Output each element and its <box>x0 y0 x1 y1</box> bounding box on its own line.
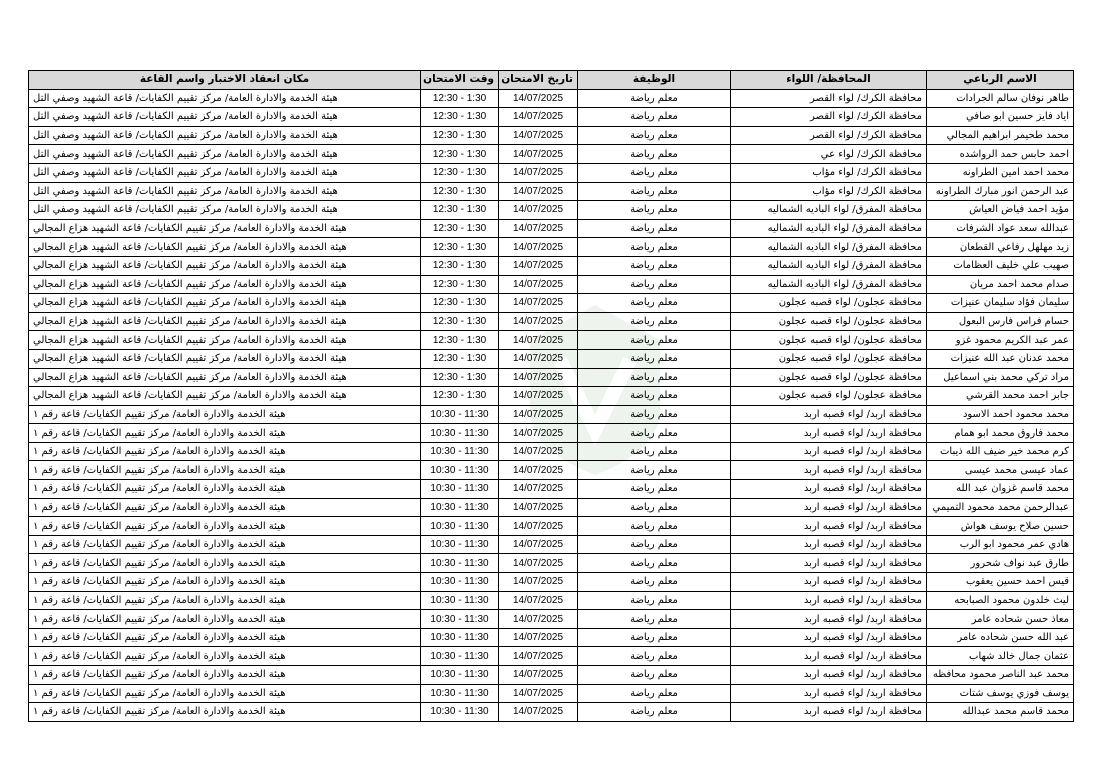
table-row <box>29 275 1074 294</box>
cell-place: هيئة الخدمة والادارة العامة/ مركز تقييم الكفايات/ قاعة الشهيد هزاع المجالي <box>29 294 421 313</box>
cell-name: اياد فايز حسين ابو صافي <box>927 108 1074 127</box>
cell-place: هيئة الخدمة والادارة العامة/ مركز تقييم الكفايات/ قاعة رقم ١ <box>29 535 421 554</box>
table-row <box>29 145 1074 164</box>
cell-time: 10:30 - 11:30 <box>421 480 499 499</box>
cell-governorate: محافظة المفرق/ لواء الباديه الشماليه <box>731 219 927 238</box>
cell-place: هيئة الخدمة والادارة العامة/ مركز تقييم الكفايات/ قاعة الشهيد هزاع المجالي <box>29 238 421 257</box>
cell-governorate: محافظة اربد/ لواء قصبه اربد <box>731 424 927 443</box>
cell-job: معلم رياضة <box>578 405 731 424</box>
table-row <box>29 163 1074 182</box>
cell-time: 12:30 - 1:30 <box>421 126 499 145</box>
cell-job: معلم رياضة <box>578 610 731 629</box>
cell-name: محمد فاروق محمد ابو همام <box>927 424 1074 443</box>
cell-time: 12:30 - 1:30 <box>421 163 499 182</box>
cell-place: هيئة الخدمة والادارة العامة/ مركز تقييم الكفايات/ قاعة رقم ١ <box>29 405 421 424</box>
table-row <box>29 126 1074 145</box>
cell-governorate: محافظة الكرك/ لواء القصر <box>731 126 927 145</box>
cell-date: 14/07/2025 <box>499 126 578 145</box>
cell-name: احمد حابس حمد الرواشده <box>927 145 1074 164</box>
cell-time: 12:30 - 1:30 <box>421 108 499 127</box>
table-row <box>29 368 1074 387</box>
cell-place: هيئة الخدمة والادارة العامة/ مركز تقييم الكفايات/ قاعة الشهيد وصفي التل <box>29 145 421 164</box>
cell-time: 10:30 - 11:30 <box>421 424 499 443</box>
cell-job: معلم رياضة <box>578 256 731 275</box>
cell-governorate: محافظة اربد/ لواء قصبه اربد <box>731 573 927 592</box>
cell-place: هيئة الخدمة والادارة العامة/ مركز تقييم الكفايات/ قاعة رقم ١ <box>29 684 421 703</box>
cell-governorate: محافظة اربد/ لواء قصبه اربد <box>731 554 927 573</box>
cell-time: 12:30 - 1:30 <box>421 294 499 313</box>
cell-date: 14/07/2025 <box>499 182 578 201</box>
cell-name: يوسف فوزي يوسف شتات <box>927 684 1074 703</box>
cell-place: هيئة الخدمة والادارة العامة/ مركز تقييم الكفايات/ قاعة الشهيد وصفي التل <box>29 89 421 108</box>
cell-governorate: محافظة المفرق/ لواء الباديه الشماليه <box>731 201 927 220</box>
cell-job: معلم رياضة <box>578 163 731 182</box>
cell-name: جابر احمد محمد القرشي <box>927 387 1074 406</box>
cell-date: 14/07/2025 <box>499 498 578 517</box>
cell-time: 12:30 - 1:30 <box>421 312 499 331</box>
cell-place: هيئة الخدمة والادارة العامة/ مركز تقييم الكفايات/ قاعة رقم ١ <box>29 554 421 573</box>
cell-job: معلم رياضة <box>578 628 731 647</box>
cell-date: 14/07/2025 <box>499 145 578 164</box>
cell-date: 14/07/2025 <box>499 368 578 387</box>
cell-governorate: محافظة عجلون/ لواء قصبه عجلون <box>731 387 927 406</box>
cell-date: 14/07/2025 <box>499 666 578 685</box>
table-row <box>29 219 1074 238</box>
cell-governorate: محافظة اربد/ لواء قصبه اربد <box>731 647 927 666</box>
cell-job: معلم رياضة <box>578 201 731 220</box>
table-row <box>29 89 1074 108</box>
cell-time: 12:30 - 1:30 <box>421 238 499 257</box>
cell-place: هيئة الخدمة والادارة العامة/ مركز تقييم الكفايات/ قاعة الشهيد وصفي التل <box>29 126 421 145</box>
cell-job: معلم رياضة <box>578 554 731 573</box>
cell-governorate: محافظة عجلون/ لواء قصبه عجلون <box>731 368 927 387</box>
cell-date: 14/07/2025 <box>499 405 578 424</box>
table-row <box>29 349 1074 368</box>
cell-job: معلم رياضة <box>578 182 731 201</box>
cell-name: حسين صلاح يوسف هواش <box>927 517 1074 536</box>
cell-name: عبد الرحمن انور مبارك الطراونه <box>927 182 1074 201</box>
cell-date: 14/07/2025 <box>499 628 578 647</box>
table-row <box>29 424 1074 443</box>
cell-time: 10:30 - 11:30 <box>421 405 499 424</box>
table-row <box>29 610 1074 629</box>
cell-place: هيئة الخدمة والادارة العامة/ مركز تقييم الكفايات/ قاعة رقم ١ <box>29 628 421 647</box>
cell-name: مؤيد احمد فياض العياش <box>927 201 1074 220</box>
cell-name: طارق عبد نواف شحرور <box>927 554 1074 573</box>
cell-place: هيئة الخدمة والادارة العامة/ مركز تقييم الكفايات/ قاعة الشهيد هزاع المجالي <box>29 312 421 331</box>
header-governorate: المحافظة/ اللواء <box>731 71 927 90</box>
cell-place: هيئة الخدمة والادارة العامة/ مركز تقييم الكفايات/ قاعة الشهيد هزاع المجالي <box>29 219 421 238</box>
cell-time: 12:30 - 1:30 <box>421 219 499 238</box>
cell-date: 14/07/2025 <box>499 647 578 666</box>
cell-date: 14/07/2025 <box>499 703 578 722</box>
cell-place: هيئة الخدمة والادارة العامة/ مركز تقييم الكفايات/ قاعة رقم ١ <box>29 517 421 536</box>
table-row <box>29 498 1074 517</box>
cell-governorate: محافظة عجلون/ لواء قصبه عجلون <box>731 331 927 350</box>
cell-place: هيئة الخدمة والادارة العامة/ مركز تقييم الكفايات/ قاعة رقم ١ <box>29 442 421 461</box>
table-row <box>29 517 1074 536</box>
cell-place: هيئة الخدمة والادارة العامة/ مركز تقييم الكفايات/ قاعة الشهيد وصفي التل <box>29 201 421 220</box>
cell-name: عماد عيسى محمد عيسى <box>927 461 1074 480</box>
cell-place: هيئة الخدمة والادارة العامة/ مركز تقييم الكفايات/ قاعة الشهيد هزاع المجالي <box>29 387 421 406</box>
cell-job: معلم رياضة <box>578 647 731 666</box>
cell-job: معلم رياضة <box>578 517 731 536</box>
cell-governorate: محافظة المفرق/ لواء الباديه الشماليه <box>731 275 927 294</box>
cell-governorate: محافظة الكرك/ لواء مؤاب <box>731 163 927 182</box>
cell-time: 10:30 - 11:30 <box>421 517 499 536</box>
cell-place: هيئة الخدمة والادارة العامة/ مركز تقييم الكفايات/ قاعة الشهيد هزاع المجالي <box>29 331 421 350</box>
cell-date: 14/07/2025 <box>499 294 578 313</box>
cell-governorate: محافظة عجلون/ لواء قصبه عجلون <box>731 294 927 313</box>
cell-name: عمر عبد الكريم محمود غزو <box>927 331 1074 350</box>
cell-governorate: محافظة عجلون/ لواء قصبه عجلون <box>731 312 927 331</box>
cell-governorate: محافظة عجلون/ لواء قصبه عجلون <box>731 349 927 368</box>
cell-time: 10:30 - 11:30 <box>421 461 499 480</box>
cell-date: 14/07/2025 <box>499 349 578 368</box>
cell-job: معلم رياضة <box>578 126 731 145</box>
cell-governorate: محافظة المفرق/ لواء الباديه الشماليه <box>731 256 927 275</box>
cell-place: هيئة الخدمة والادارة العامة/ مركز تقييم الكفايات/ قاعة رقم ١ <box>29 610 421 629</box>
cell-place: هيئة الخدمة والادارة العامة/ مركز تقييم الكفايات/ قاعة رقم ١ <box>29 666 421 685</box>
table-body <box>29 89 1074 721</box>
cell-name: قيس احمد حسين يعقوب <box>927 573 1074 592</box>
cell-name: محمد طحيمر ابراهيم المجالي <box>927 126 1074 145</box>
cell-job: معلم رياضة <box>578 145 731 164</box>
cell-date: 14/07/2025 <box>499 442 578 461</box>
cell-name: محمد محمود احمد الاسود <box>927 405 1074 424</box>
cell-place: هيئة الخدمة والادارة العامة/ مركز تقييم الكفايات/ قاعة رقم ١ <box>29 424 421 443</box>
cell-date: 14/07/2025 <box>499 591 578 610</box>
cell-name: سليمان فؤاد سليمان عنيزات <box>927 294 1074 313</box>
cell-governorate: محافظة اربد/ لواء قصبه اربد <box>731 610 927 629</box>
header-name: الاسم الرباعي <box>927 71 1074 90</box>
cell-place: هيئة الخدمة والادارة العامة/ مركز تقييم الكفايات/ قاعة رقم ١ <box>29 591 421 610</box>
cell-time: 10:30 - 11:30 <box>421 442 499 461</box>
cell-name: عثمان جمال خالد شهاب <box>927 647 1074 666</box>
cell-job: معلم رياضة <box>578 275 731 294</box>
cell-time: 12:30 - 1:30 <box>421 256 499 275</box>
cell-time: 12:30 - 1:30 <box>421 387 499 406</box>
cell-governorate: محافظة اربد/ لواء قصبه اربد <box>731 498 927 517</box>
cell-date: 14/07/2025 <box>499 256 578 275</box>
cell-name: عبدالرحمن محمد محمود التميمي <box>927 498 1074 517</box>
cell-governorate: محافظة اربد/ لواء قصبه اربد <box>731 405 927 424</box>
cell-place: هيئة الخدمة والادارة العامة/ مركز تقييم الكفايات/ قاعة رقم ١ <box>29 498 421 517</box>
cell-job: معلم رياضة <box>578 480 731 499</box>
cell-date: 14/07/2025 <box>499 387 578 406</box>
cell-date: 14/07/2025 <box>499 89 578 108</box>
cell-governorate: محافظة اربد/ لواء قصبه اربد <box>731 442 927 461</box>
cell-place: هيئة الخدمة والادارة العامة/ مركز تقييم الكفايات/ قاعة رقم ١ <box>29 703 421 722</box>
cell-place: هيئة الخدمة والادارة العامة/ مركز تقييم الكفايات/ قاعة الشهيد وصفي التل <box>29 163 421 182</box>
cell-job: معلم رياضة <box>578 238 731 257</box>
cell-job: معلم رياضة <box>578 498 731 517</box>
cell-name: ليث خلدون محمود الصبابحه <box>927 591 1074 610</box>
cell-time: 12:30 - 1:30 <box>421 201 499 220</box>
cell-time: 12:30 - 1:30 <box>421 331 499 350</box>
cell-place: هيئة الخدمة والادارة العامة/ مركز تقييم الكفايات/ قاعة رقم ١ <box>29 647 421 666</box>
cell-name: حسام فراس فارس البعول <box>927 312 1074 331</box>
cell-job: معلم رياضة <box>578 331 731 350</box>
cell-date: 14/07/2025 <box>499 480 578 499</box>
cell-governorate: محافظة اربد/ لواء قصبه اربد <box>731 535 927 554</box>
cell-job: معلم رياضة <box>578 666 731 685</box>
cell-time: 10:30 - 11:30 <box>421 647 499 666</box>
cell-name: زيد مهلهل رفاعي القطعان <box>927 238 1074 257</box>
cell-place: هيئة الخدمة والادارة العامة/ مركز تقييم الكفايات/ قاعة الشهيد هزاع المجالي <box>29 275 421 294</box>
cell-job: معلم رياضة <box>578 442 731 461</box>
cell-place: هيئة الخدمة والادارة العامة/ مركز تقييم الكفايات/ قاعة الشهيد وصفي التل <box>29 108 421 127</box>
cell-place: هيئة الخدمة والادارة العامة/ مركز تقييم الكفايات/ قاعة الشهيد هزاع المجالي <box>29 368 421 387</box>
cell-job: معلم رياضة <box>578 703 731 722</box>
cell-place: هيئة الخدمة والادارة العامة/ مركز تقييم الكفايات/ قاعة الشهيد هزاع المجالي <box>29 256 421 275</box>
cell-date: 14/07/2025 <box>499 461 578 480</box>
table-row <box>29 461 1074 480</box>
cell-time: 10:30 - 11:30 <box>421 703 499 722</box>
cell-place: هيئة الخدمة والادارة العامة/ مركز تقييم الكفايات/ قاعة رقم ١ <box>29 573 421 592</box>
cell-governorate: محافظة اربد/ لواء قصبه اربد <box>731 480 927 499</box>
cell-job: معلم رياضة <box>578 219 731 238</box>
cell-date: 14/07/2025 <box>499 424 578 443</box>
header-time: وقت الامتحان <box>421 71 499 90</box>
table-header-row <box>29 71 1074 90</box>
cell-date: 14/07/2025 <box>499 573 578 592</box>
cell-governorate: محافظة الكرك/ لواء القصر <box>731 108 927 127</box>
cell-name: طاهر نوفان سالم الجرادات <box>927 89 1074 108</box>
cell-governorate: محافظة اربد/ لواء قصبه اربد <box>731 517 927 536</box>
cell-date: 14/07/2025 <box>499 610 578 629</box>
cell-job: معلم رياضة <box>578 424 731 443</box>
table-row <box>29 442 1074 461</box>
cell-job: معلم رياضة <box>578 349 731 368</box>
cell-time: 10:30 - 11:30 <box>421 610 499 629</box>
cell-job: معلم رياضة <box>578 684 731 703</box>
cell-job: معلم رياضة <box>578 368 731 387</box>
cell-job: معلم رياضة <box>578 312 731 331</box>
cell-time: 10:30 - 11:30 <box>421 554 499 573</box>
cell-job: معلم رياضة <box>578 108 731 127</box>
table-row <box>29 647 1074 666</box>
cell-date: 14/07/2025 <box>499 517 578 536</box>
cell-name: صدام محمد احمد مريان <box>927 275 1074 294</box>
table-row <box>29 480 1074 499</box>
cell-governorate: محافظة الكرك/ لواء القصر <box>731 89 927 108</box>
cell-time: 10:30 - 11:30 <box>421 666 499 685</box>
table-row <box>29 238 1074 257</box>
cell-time: 10:30 - 11:30 <box>421 573 499 592</box>
cell-date: 14/07/2025 <box>499 275 578 294</box>
cell-place: هيئة الخدمة والادارة العامة/ مركز تقييم الكفايات/ قاعة الشهيد وصفي التل <box>29 182 421 201</box>
cell-time: 12:30 - 1:30 <box>421 89 499 108</box>
cell-date: 14/07/2025 <box>499 108 578 127</box>
table-row <box>29 201 1074 220</box>
table-row <box>29 331 1074 350</box>
cell-date: 14/07/2025 <box>499 201 578 220</box>
cell-name: محمد عبد الناصر محمود محافظه <box>927 666 1074 685</box>
cell-job: معلم رياضة <box>578 89 731 108</box>
cell-governorate: محافظة اربد/ لواء قصبه اربد <box>731 684 927 703</box>
table-row <box>29 591 1074 610</box>
table-row <box>29 256 1074 275</box>
cell-job: معلم رياضة <box>578 591 731 610</box>
cell-date: 14/07/2025 <box>499 684 578 703</box>
cell-date: 14/07/2025 <box>499 219 578 238</box>
table-row <box>29 703 1074 722</box>
cell-date: 14/07/2025 <box>499 238 578 257</box>
table-row <box>29 684 1074 703</box>
table-row <box>29 294 1074 313</box>
cell-time: 10:30 - 11:30 <box>421 498 499 517</box>
cell-governorate: محافظة اربد/ لواء قصبه اربد <box>731 591 927 610</box>
cell-name: هادي عمر محمود ابو الرب <box>927 535 1074 554</box>
cell-governorate: محافظة المفرق/ لواء الباديه الشماليه <box>731 238 927 257</box>
cell-date: 14/07/2025 <box>499 331 578 350</box>
cell-time: 12:30 - 1:30 <box>421 182 499 201</box>
cell-time: 12:30 - 1:30 <box>421 275 499 294</box>
table-row <box>29 312 1074 331</box>
table-row <box>29 554 1074 573</box>
cell-time: 10:30 - 11:30 <box>421 628 499 647</box>
cell-place: هيئة الخدمة والادارة العامة/ مركز تقييم الكفايات/ قاعة رقم ١ <box>29 461 421 480</box>
cell-name: عبد الله حسن شحاده عامر <box>927 628 1074 647</box>
cell-time: 10:30 - 11:30 <box>421 535 499 554</box>
cell-governorate: محافظة اربد/ لواء قصبه اربد <box>731 703 927 722</box>
cell-time: 12:30 - 1:30 <box>421 145 499 164</box>
cell-job: معلم رياضة <box>578 535 731 554</box>
cell-name: محمد قاسم غزوان عبد الله <box>927 480 1074 499</box>
table-row <box>29 182 1074 201</box>
cell-job: معلم رياضة <box>578 387 731 406</box>
cell-name: محمد قاسم محمد عبدالله <box>927 703 1074 722</box>
table-row <box>29 387 1074 406</box>
table-row <box>29 573 1074 592</box>
cell-governorate: محافظة اربد/ لواء قصبه اربد <box>731 666 927 685</box>
cell-job: معلم رياضة <box>578 573 731 592</box>
cell-time: 12:30 - 1:30 <box>421 368 499 387</box>
cell-name: كرم محمد خير ضيف الله ذيبات <box>927 442 1074 461</box>
cell-governorate: محافظة اربد/ لواء قصبه اربد <box>731 461 927 480</box>
cell-job: معلم رياضة <box>578 461 731 480</box>
cell-time: 10:30 - 11:30 <box>421 684 499 703</box>
cell-governorate: محافظة الكرك/ لواء عي <box>731 145 927 164</box>
header-place: مكان انعقاد الاختبار واسم القاعة <box>29 71 421 90</box>
table-row <box>29 666 1074 685</box>
cell-name: صهيب علي خليف العظامات <box>927 256 1074 275</box>
cell-date: 14/07/2025 <box>499 163 578 182</box>
cell-time: 10:30 - 11:30 <box>421 591 499 610</box>
cell-date: 14/07/2025 <box>499 554 578 573</box>
cell-time: 12:30 - 1:30 <box>421 349 499 368</box>
cell-place: هيئة الخدمة والادارة العامة/ مركز تقييم الكفايات/ قاعة الشهيد هزاع المجالي <box>29 349 421 368</box>
cell-place: هيئة الخدمة والادارة العامة/ مركز تقييم الكفايات/ قاعة رقم ١ <box>29 480 421 499</box>
cell-job: معلم رياضة <box>578 294 731 313</box>
table-row <box>29 405 1074 424</box>
cell-date: 14/07/2025 <box>499 312 578 331</box>
table-row <box>29 108 1074 127</box>
header-date: تاريخ الامتحان <box>499 71 578 90</box>
cell-name: محمد احمد امين الطراونه <box>927 163 1074 182</box>
table-row <box>29 535 1074 554</box>
cell-name: معاذ حسن شحاده عامر <box>927 610 1074 629</box>
cell-name: مراد تركي محمد بني اسماعيل <box>927 368 1074 387</box>
header-job: الوظيفة <box>578 71 731 90</box>
cell-governorate: محافظة اربد/ لواء قصبه اربد <box>731 628 927 647</box>
cell-date: 14/07/2025 <box>499 535 578 554</box>
cell-governorate: محافظة الكرك/ لواء مؤاب <box>731 182 927 201</box>
cell-name: عبدالله سعد عواد الشرفات <box>927 219 1074 238</box>
exam-schedule-table <box>28 70 1074 722</box>
table-row <box>29 628 1074 647</box>
cell-name: محمد عدنان عبد الله عنيزات <box>927 349 1074 368</box>
